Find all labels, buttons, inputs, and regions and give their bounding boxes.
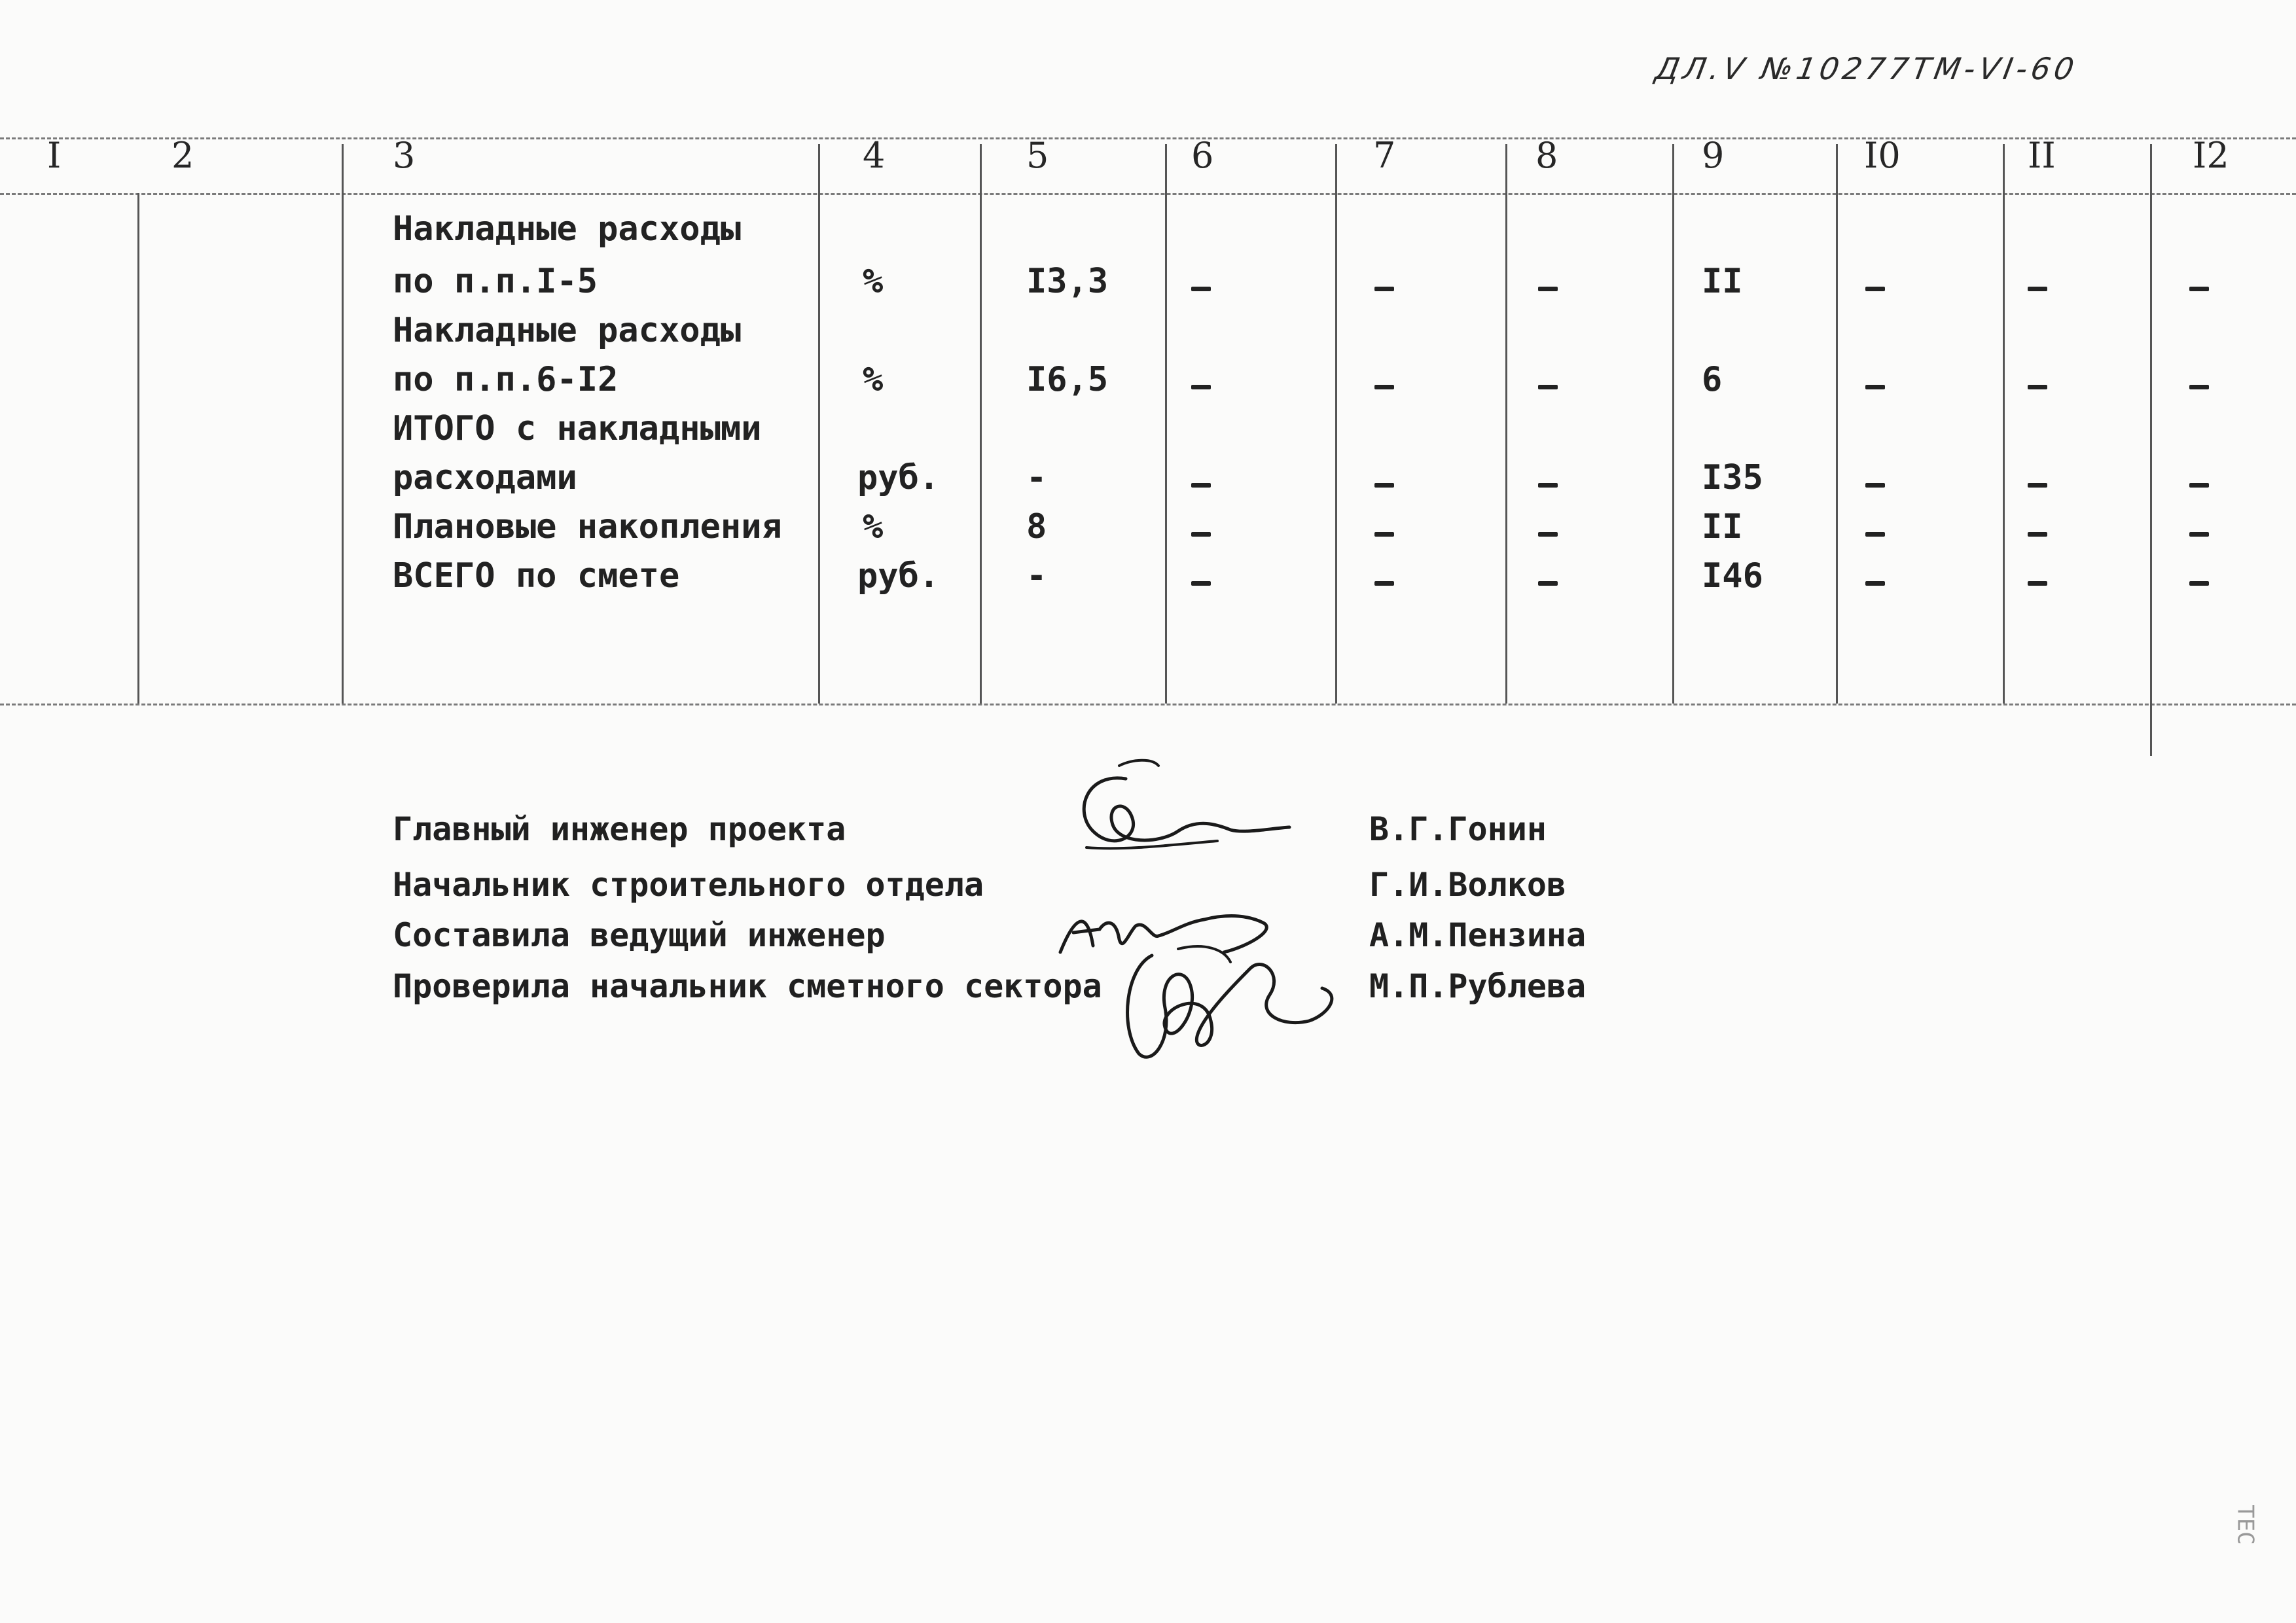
dash-mark [1374, 532, 1394, 537]
column-divider [1335, 144, 1337, 704]
signature-role: Составила ведущий инженер [393, 916, 886, 954]
column-number: 4 [863, 135, 886, 176]
row-label-line: расходами [393, 458, 577, 497]
dash-mark [1538, 287, 1558, 291]
dash-mark [1538, 385, 1558, 389]
dash-mark [1191, 385, 1211, 389]
dash-mark [1374, 287, 1394, 291]
dash-mark [2189, 483, 2209, 488]
column-divider [342, 144, 344, 704]
column-number: I0 [1864, 135, 1901, 176]
column-number: 2 [171, 135, 194, 176]
row-value-col9: I46 [1702, 556, 1763, 596]
row-value-col9: I35 [1702, 458, 1763, 497]
row-value-col9: II [1702, 262, 1743, 301]
column-number: 6 [1191, 135, 1214, 176]
row-value-col9: 6 [1702, 360, 1723, 399]
column-divider [818, 144, 820, 704]
document-number: ДЛ.V №10277ТМ-VI-60 [1653, 51, 2081, 86]
row-label-line: Накладные расходы [393, 209, 742, 249]
column-divider [2003, 144, 2005, 704]
dash-mark [1865, 385, 1885, 389]
column-divider [1672, 144, 1674, 704]
row-label-line: ИТОГО с накладными [393, 409, 762, 448]
column-divider [1165, 144, 1167, 704]
dash-mark [1538, 483, 1558, 488]
row-label-line: Накладные расходы [393, 311, 742, 350]
row-value-col5: I3,3 [1026, 262, 1109, 301]
row-unit: % [863, 507, 884, 546]
row-unit: руб. [857, 458, 940, 497]
row-value-col9: II [1702, 507, 1743, 546]
row-value-col5: 8 [1026, 507, 1047, 546]
column-number: 7 [1373, 135, 1396, 176]
column-number: I2 [2193, 135, 2229, 176]
dash-mark [1191, 581, 1211, 586]
column-divider [980, 144, 982, 704]
row-unit: % [863, 360, 884, 399]
column-divider [2150, 144, 2152, 756]
dash-mark [2189, 581, 2209, 586]
row-value-col5: I6,5 [1026, 360, 1109, 399]
dash-mark [1374, 483, 1394, 488]
handwritten-signature-estimate-head [1113, 929, 1348, 1067]
row-label-line: ВСЕГО по смете [393, 556, 680, 596]
signature-name: Г.И.Волков [1369, 866, 1567, 904]
dash-mark [1374, 385, 1394, 389]
dash-mark [2028, 532, 2047, 537]
column-number: I [47, 135, 62, 176]
signature-role: Главный инженер проекта [393, 810, 846, 848]
dash-mark [1374, 581, 1394, 586]
column-number: 9 [1702, 135, 1725, 176]
column-number: II [2028, 135, 2056, 176]
row-unit: % [863, 262, 884, 301]
row-value-col5: - [1026, 556, 1047, 596]
dash-mark [2189, 385, 2209, 389]
row-unit: руб. [857, 556, 940, 596]
dash-mark [1865, 532, 1885, 537]
column-number: 8 [1535, 135, 1558, 176]
column-divider [1505, 144, 1507, 704]
dash-mark [1191, 532, 1211, 537]
table-header-rule [0, 193, 2296, 195]
row-label-line: по п.п.I-5 [393, 262, 598, 301]
dash-mark [1865, 483, 1885, 488]
estimate-table [0, 131, 2296, 707]
dash-mark [1865, 581, 1885, 586]
dash-mark [2028, 287, 2047, 291]
dash-mark [1538, 532, 1558, 537]
row-label-line: по п.п.6-I2 [393, 360, 619, 399]
signature-name: В.Г.Гонин [1369, 810, 1547, 848]
dash-mark [2189, 287, 2209, 291]
column-divider [137, 193, 139, 704]
table-top-rule [0, 137, 2296, 139]
dash-mark [1865, 287, 1885, 291]
dash-mark [1191, 483, 1211, 488]
dash-mark [2028, 581, 2047, 586]
signature-role: Начальник строительного отдела [393, 866, 984, 904]
signature-name: А.М.Пензина [1369, 916, 1587, 954]
handwritten-signature-chief-engineer [1047, 753, 1296, 870]
row-value-col5: - [1026, 458, 1047, 497]
dash-mark [1191, 287, 1211, 291]
column-number: 5 [1026, 135, 1049, 176]
table-bottom-rule [0, 704, 2296, 705]
row-label-line: Плановые накопления [393, 507, 782, 546]
column-number: 3 [393, 135, 416, 176]
dash-mark [2189, 532, 2209, 537]
signature-name: М.П.Рублева [1369, 967, 1587, 1005]
margin-mark: ТЕС [2232, 1505, 2259, 1545]
dash-mark [1538, 581, 1558, 586]
dash-mark [2028, 483, 2047, 488]
signature-role: Проверила начальник сметного сектора [393, 967, 1102, 1005]
dash-mark [2028, 385, 2047, 389]
column-divider [1836, 144, 1838, 704]
